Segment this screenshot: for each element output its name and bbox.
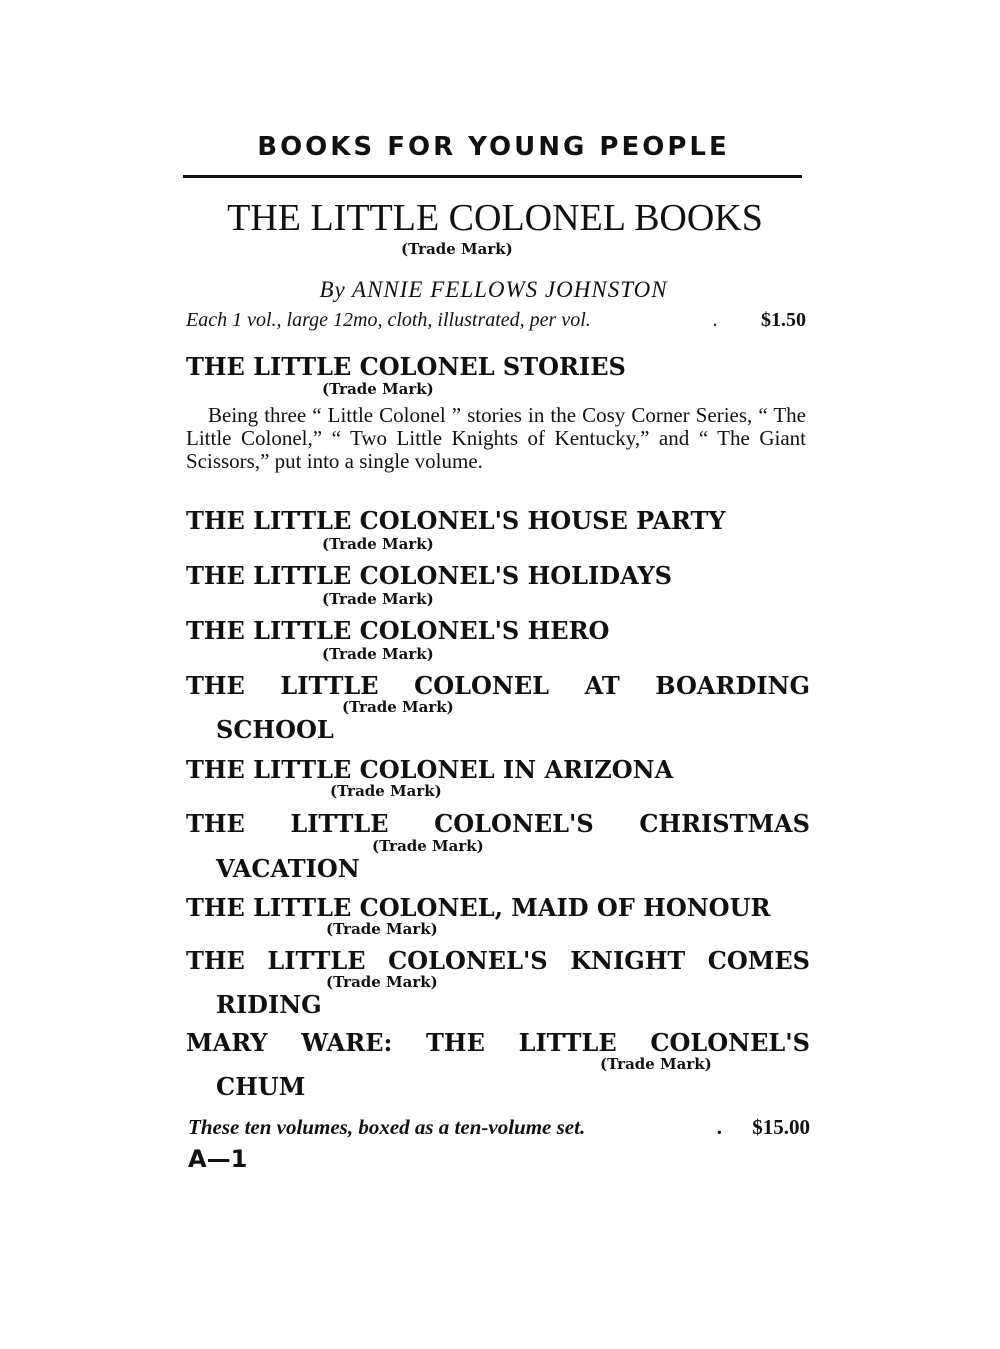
edition-text: Each 1 vol., large 12mo, cloth, illustrated, per vol.: [186, 309, 591, 331]
title-word: LITTLE: [518, 1028, 617, 1057]
title-word: LITTLE: [267, 946, 366, 975]
title-word: THE: [186, 946, 245, 975]
trademark-note: (Trade Mark): [322, 380, 434, 398]
book-title: [186, 671, 810, 700]
book-title-continuation: RIDING: [216, 990, 322, 1019]
trademark-note: (Trade Mark): [330, 782, 442, 800]
book-title-continuation: VACATION: [216, 854, 360, 883]
title-word: AT: [584, 671, 620, 700]
book-description: Being three “ Little Colonel ” stories in the Cosy Corner Series, “ The Little Colonel,” “ Two Little Knights of Kentucky,” and “ The Giant Scissors,” put into a single volume.: [186, 403, 806, 473]
page-header: BOOKS FOR YOUNG PEOPLE: [257, 132, 730, 162]
title-word: THE: [426, 1028, 485, 1057]
header-rule: [183, 175, 802, 178]
trademark-note: (Trade Mark): [322, 645, 434, 663]
folio-signature: A—1: [188, 1145, 248, 1173]
title-word: COLONEL: [414, 671, 549, 700]
edition-price: $1.50: [761, 309, 806, 331]
trademark-note: (Trade Mark): [372, 837, 484, 855]
book-title: THE LITTLE COLONEL'S HOLIDAYS: [186, 561, 672, 590]
trademark-note: (Trade Mark): [326, 920, 438, 938]
title-word: THE: [186, 671, 245, 700]
title-word: CHRISTMAS: [639, 809, 810, 838]
book-title: THE LITTLE COLONEL'S HERO: [186, 616, 610, 645]
author-line: By ANNIE FELLOWS JOHNSTON: [319, 277, 668, 302]
trademark-note: (Trade Mark): [326, 973, 438, 991]
trademark-note: (Trade Mark): [342, 698, 454, 716]
book-title: THE LITTLE COLONEL IN ARIZONA: [186, 755, 674, 784]
book-title-continuation: CHUM: [216, 1072, 306, 1101]
book-title: [186, 809, 810, 838]
title-word: KNIGHT: [570, 946, 686, 975]
series-title: THE LITTLE COLONEL BOOKS: [227, 197, 763, 239]
trademark-note: (Trade Mark): [322, 535, 434, 553]
set-leader: .: [716, 1115, 722, 1139]
title-word: COLONEL'S: [388, 946, 548, 975]
title-word: THE: [186, 809, 245, 838]
title-word: COMES: [707, 946, 810, 975]
edition-leader: .: [713, 309, 718, 331]
edition-line: [186, 309, 806, 332]
title-word: MARY: [186, 1028, 268, 1057]
series-trademark: (Trade Mark): [401, 240, 513, 258]
title-word: COLONEL'S: [434, 809, 594, 838]
set-text: These ten volumes, boxed as a ten-volume set.: [188, 1115, 586, 1139]
set-line: [188, 1115, 810, 1140]
title-word: LITTLE: [280, 671, 379, 700]
title-word: COLONEL'S: [650, 1028, 810, 1057]
book-title: [186, 946, 810, 975]
book-title: THE LITTLE COLONEL, MAID OF HONOUR: [186, 893, 771, 922]
title-word: BOARDING: [655, 671, 810, 700]
trademark-note: (Trade Mark): [322, 590, 434, 608]
title-word: LITTLE: [290, 809, 389, 838]
book-title: THE LITTLE COLONEL'S HOUSE PARTY: [186, 506, 726, 535]
book-title-continuation: SCHOOL: [216, 715, 334, 744]
trademark-note: (Trade Mark): [600, 1055, 712, 1073]
book-title: THE LITTLE COLONEL STORIES: [186, 352, 626, 381]
title-word: WARE:: [301, 1028, 393, 1057]
book-title: [186, 1028, 810, 1057]
set-price: $15.00: [752, 1115, 810, 1139]
